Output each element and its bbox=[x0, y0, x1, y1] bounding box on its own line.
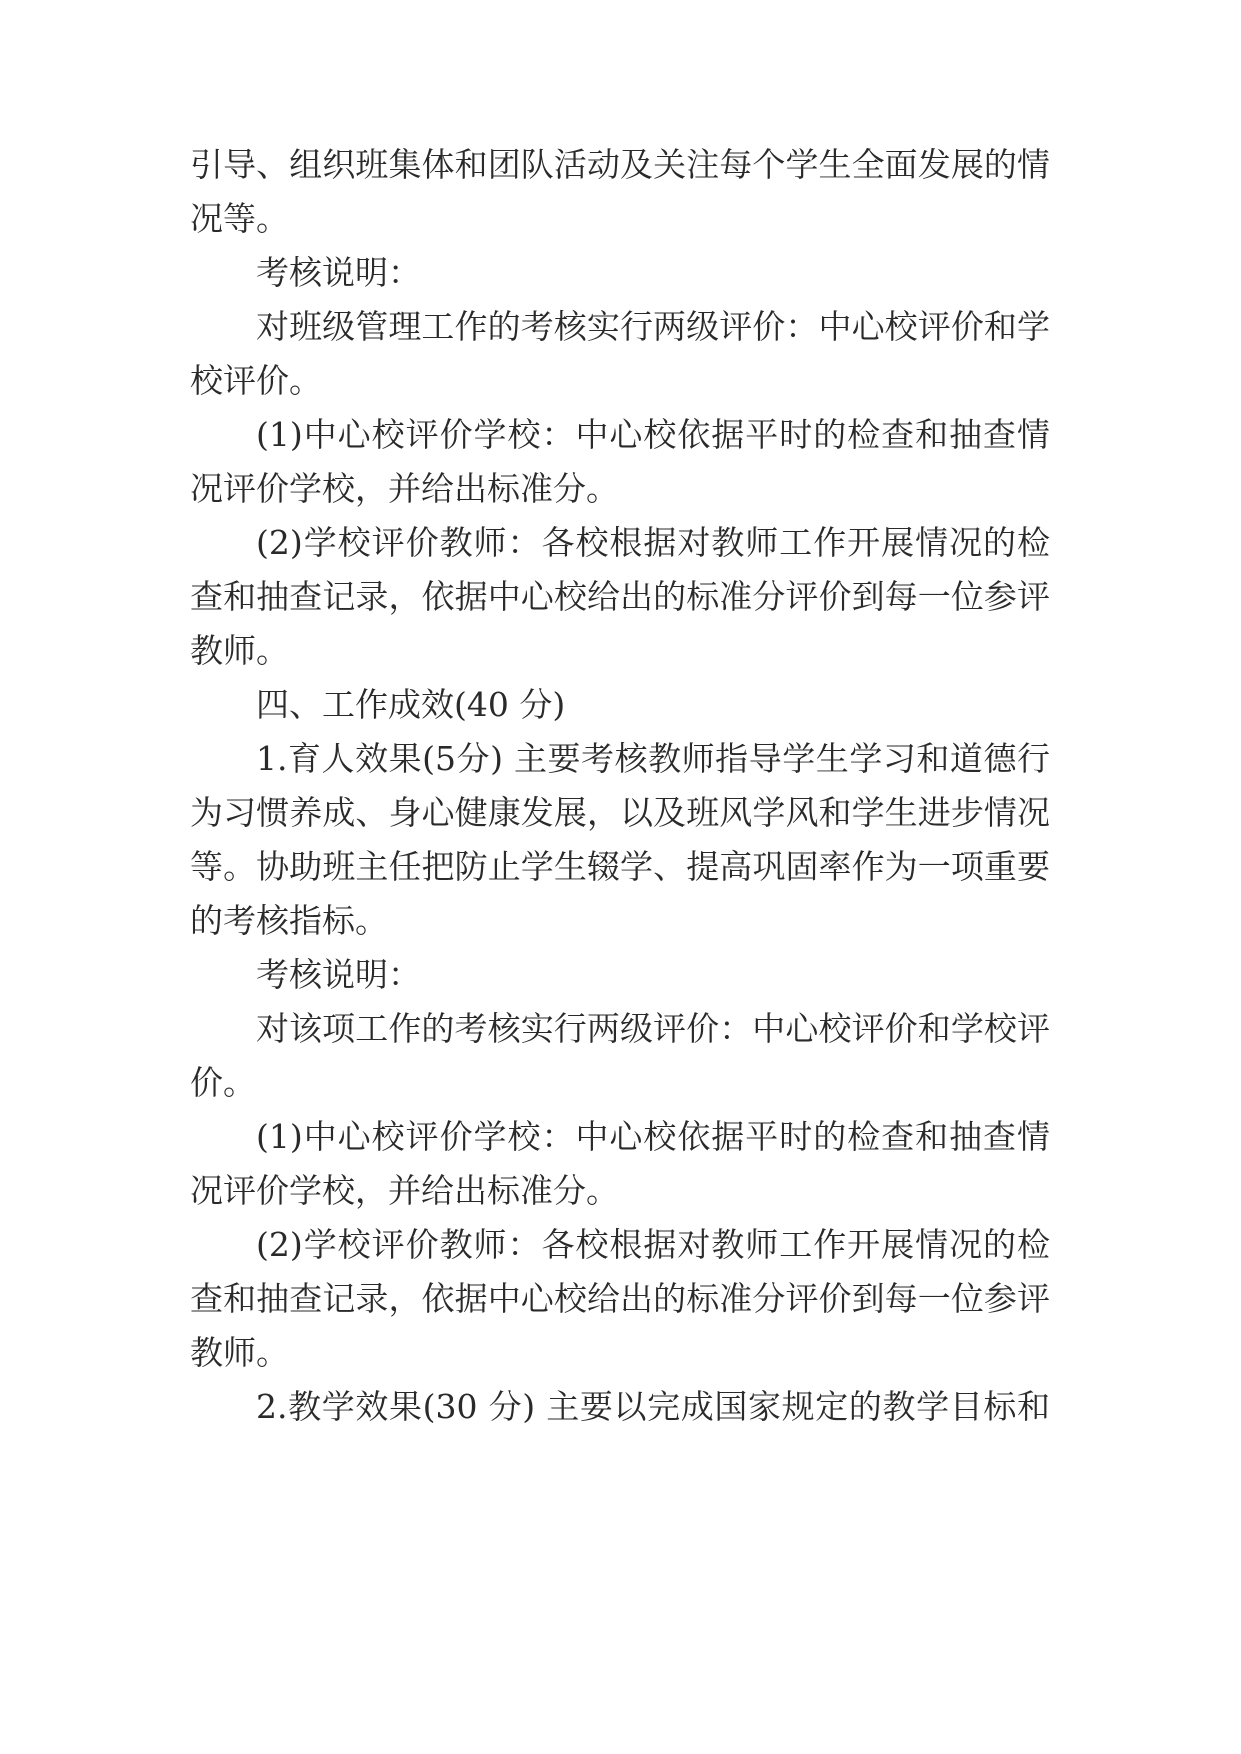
section-heading: 考核说明： bbox=[256, 955, 421, 994]
paragraph-line: 查和抽查记录，依据中心校给出的标准分评价到每一位参评 bbox=[190, 1279, 1050, 1318]
paragraph-line: (2)学校评价教师：各校根据对教师工作开展情况的检 bbox=[256, 523, 1050, 562]
paragraph-line: 等。协助班主任把防止学生辍学、提高巩固率作为一项重要 bbox=[190, 847, 1050, 886]
paragraph-line: 引导、组织班集体和团队活动及关注每个学生全面发展的情 bbox=[190, 145, 1050, 184]
section-heading: 四、工作成效(40 分) bbox=[256, 685, 566, 724]
paragraph-line: 况评价学校，并给出标准分。 bbox=[190, 1171, 619, 1210]
paragraph-line: 教师。 bbox=[190, 1333, 289, 1372]
paragraph-line: 价。 bbox=[190, 1063, 256, 1102]
paragraph-line: 1.育人效果(5分) 主要考核教师指导学生学习和道德行 bbox=[256, 739, 1050, 778]
paragraph-line: 对该项工作的考核实行两级评价：中心校评价和学校评 bbox=[256, 1009, 1050, 1048]
paragraph-line: 为习惯养成、身心健康发展，以及班风学风和学生进步情况 bbox=[190, 793, 1050, 832]
paragraph-line: 况等。 bbox=[190, 199, 289, 238]
paragraph-line: (1)中心校评价学校：中心校依据平时的检查和抽查情 bbox=[256, 1117, 1050, 1156]
paragraph-line: 况评价学校，并给出标准分。 bbox=[190, 469, 619, 508]
section-heading: 考核说明： bbox=[256, 253, 421, 292]
paragraph-line: 对班级管理工作的考核实行两级评价：中心校评价和学 bbox=[256, 307, 1050, 346]
paragraph-line: 的考核指标。 bbox=[190, 901, 388, 940]
paragraph-line: 教师。 bbox=[190, 631, 289, 670]
paragraph-line: 2.教学效果(30 分) 主要以完成国家规定的教学目标和 bbox=[256, 1387, 1050, 1426]
paragraph-line: 校评价。 bbox=[190, 361, 322, 400]
paragraph-line: (1)中心校评价学校：中心校依据平时的检查和抽查情 bbox=[256, 415, 1050, 454]
paragraph-line: (2)学校评价教师：各校根据对教师工作开展情况的检 bbox=[256, 1225, 1050, 1264]
paragraph-line: 查和抽查记录，依据中心校给出的标准分评价到每一位参评 bbox=[190, 577, 1050, 616]
